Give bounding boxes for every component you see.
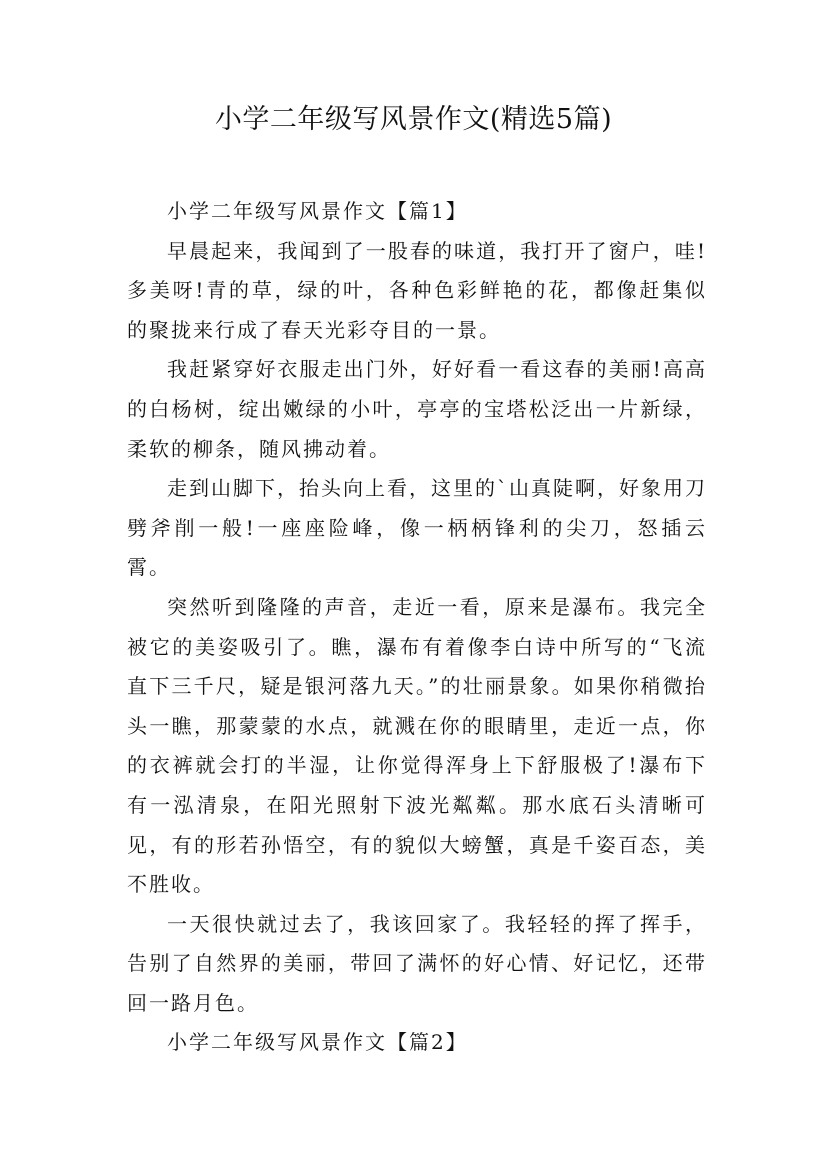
paragraph-4: 突然听到隆隆的声音，走近一看，原来是瀑布。我完全被它的美姿吸引了。瞧，瀑布有着像李白诗中所写的“飞流直下三千尺，疑是银河落九天。”的壮丽景象。如果你稍微抬头一瞧，那蒙蒙的水点，就溅在你的眼睛里，走近一点，你的衣裤就会打的半湿，让你觉得浑身上下舒服极了!瀑布下有一泓清泉，在阳光照射下波光粼粼。那水底石头清晰可见，有的形若孙悟空，有的貌似大螃蟹，真是千姿百态，美不胜收。 bbox=[127, 594, 707, 897]
section-heading-2: 小学二年级写风景作文【篇2】 bbox=[167, 1030, 468, 1055]
section-heading-1: 小学二年级写风景作文【篇1】 bbox=[167, 199, 468, 223]
paragraph-5: 一天很快就过去了，我该回家了。我轻轻的挥了挥手，告别了自然界的美丽，带回了满怀的好心情、好记忆，还带回一路月色。 bbox=[127, 911, 707, 1015]
paragraph-1: 早晨起来，我闻到了一股春的味道，我打开了窗户，哇!多美呀!青的草，绿的叶，各种色彩鲜艳的花，都像赶集似的聚拢来行成了春天光彩夺目的一景。 bbox=[127, 238, 707, 342]
paragraph-2: 我赶紧穿好衣服走出门外，好好看一看这春的美丽!高高的白杨树，绽出嫩绿的小叶，亭亭的宝塔松泛出一片新绿，柔软的柳条，随风拂动着。 bbox=[127, 357, 707, 461]
document-title: 小学二年级写风景作文(精选5篇) bbox=[214, 104, 613, 135]
document-body bbox=[127, 192, 707, 1063]
paragraph-3: 走到山脚下，抬头向上看，这里的`山真陡啊，好象用刀劈斧削一般!一座座险峰，像一柄柄锋利的尖刀，怒插云霄。 bbox=[127, 476, 707, 580]
